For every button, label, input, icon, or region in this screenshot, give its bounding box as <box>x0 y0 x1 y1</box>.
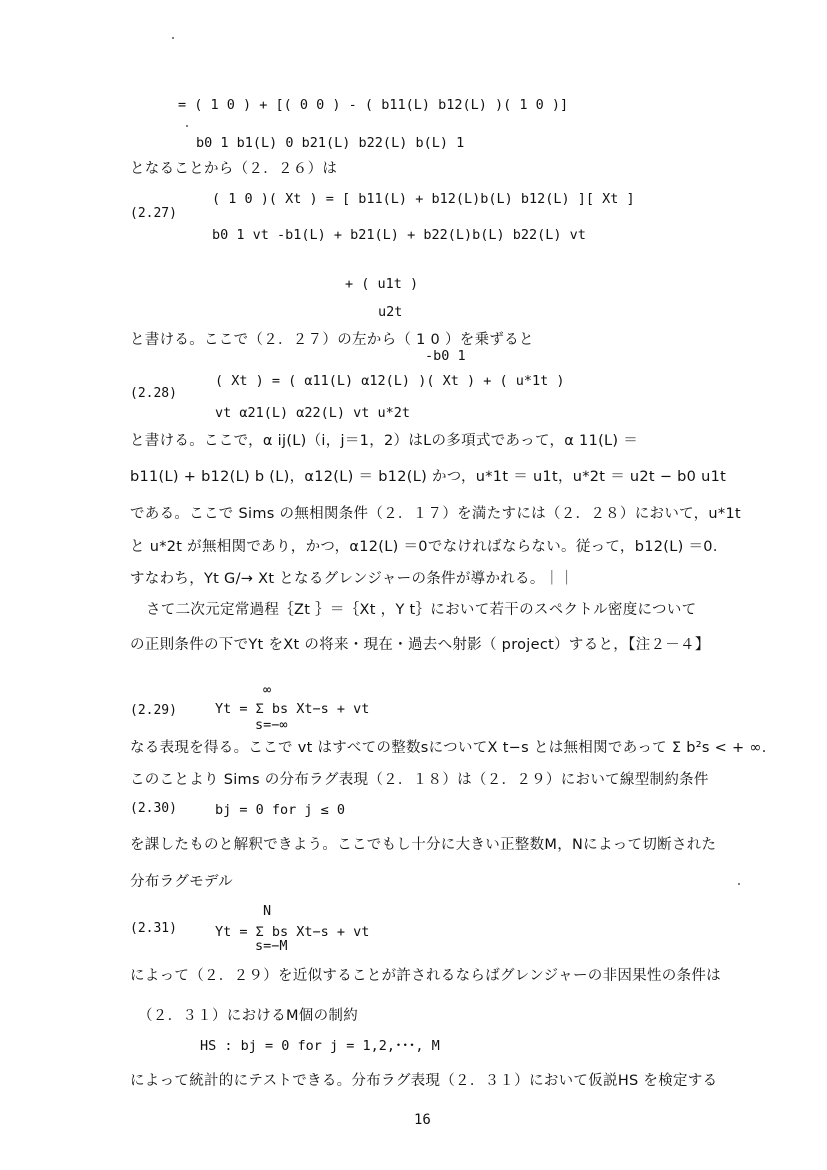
scan-speck <box>172 37 174 39</box>
text-line: HS : bj = 0 for j = 1,2,･･･, M <box>200 1038 440 1054</box>
text-line: と書ける。ここで（２．２７）の左から（ 1 0 ）を乗ずると <box>130 332 534 348</box>
text-line: (2.28) <box>130 386 177 401</box>
text-line: -b0 1 <box>425 348 466 364</box>
text-line: u2t <box>378 304 403 320</box>
text-line: s=−∞ <box>255 717 288 733</box>
scan-speck <box>186 125 188 127</box>
text-line: Yt = Σ bs Xt−s + vt <box>215 701 370 717</box>
text-line: vt α21(L) α22(L) vt u*2t <box>215 405 411 421</box>
page-number: 16 <box>414 1112 431 1128</box>
text-line: このことより Sims の分布ラグ表現（２．１８）は（２．２９）において線型制約条件 <box>130 772 709 788</box>
text-line: b0 1 vt -b1(L) + b21(L) + b22(L)b(L) b22(L) vt <box>212 227 586 243</box>
text-line: によって統計的にテストできる。分布ラグ表現（２．３１）において仮説HS を検定する <box>130 1073 718 1089</box>
text-line: (2.31) <box>130 921 177 936</box>
text-line: の正則条件の下でYt をXt の将来・現在・過去へ射影（ project）すると，【注２－４】 <box>130 637 710 653</box>
text-line: なる表現を得る。ここで vt はすべての整数sについてX t−s とは無相関であって Σ b²s < + ∞． <box>130 740 777 756</box>
text-line: ( 1 0 )( Xt ) = [ b11(L) + b12(L)b(L) b12(L) ][ Xt ] <box>212 191 635 207</box>
text-line: と u*2t が無相関であり，かつ，α12(L) ＝0でなければならない。従って，b12(L) ＝0． <box>130 539 728 555</box>
text-line: 分布ラグモデル <box>130 874 233 890</box>
text-line: (2.27) <box>130 206 177 221</box>
text-line: (2.29) <box>130 703 177 718</box>
text-line: を課したものと解釈できよう。ここでもし十分に大きい正整数M，Nによって切断された <box>130 837 717 853</box>
text-line: となることから（２．２６）は <box>130 161 338 177</box>
text-line: b11(L) + b12(L) b (L)，α12(L) ＝ b12(L) かつ，u*1t ＝ u1t，u*2t ＝ u2t − b0 u1t <box>130 469 727 485</box>
text-line: b0 1 b1(L) 0 b21(L) b22(L) b(L) 1 <box>196 135 465 151</box>
text-line: Yt = Σ bs Xt−s + vt <box>215 924 370 940</box>
text-line: bj = 0 for j ≤ 0 <box>215 802 346 818</box>
text-line: s=−M <box>255 938 288 954</box>
text-line: すなわち，Yt G/→ Xt となるグレンジャーの条件が導かれる。｜｜ <box>130 571 575 587</box>
text-line: N <box>263 903 272 919</box>
text-line: と書ける。ここで，α ij(L)（i，j＝1，2）はLの多項式であって，α 11(L) ＝ <box>130 433 639 449</box>
text-line: (2.30) <box>130 801 177 816</box>
text-line: さて二次元定常過程｛Zt ｝＝｛Xt ，Y t｝において若干のスペクトル密度について <box>146 602 697 618</box>
text-line: = ( 1 0 ) + [( 0 0 ) - ( b11(L) b12(L) )( 1 0 )] <box>178 97 569 113</box>
text-line: である。ここで Sims の無相関条件（２．１７）を満たすには（２．２８）において，u*1t <box>130 506 741 522</box>
text-line: ∞ <box>263 682 272 698</box>
text-line: によって（２．２９）を近似することが許されるならばグレンジャーの非因果性の条件は <box>130 968 721 984</box>
text-line: （２．３１）におけるM個の制約 <box>138 1008 359 1024</box>
text-line: + ( u1t ) <box>345 276 419 292</box>
scan-speck <box>738 883 740 885</box>
text-line: ( Xt ) = ( α11(L) α12(L) )( Xt ) + ( u*1t ) <box>215 373 565 389</box>
